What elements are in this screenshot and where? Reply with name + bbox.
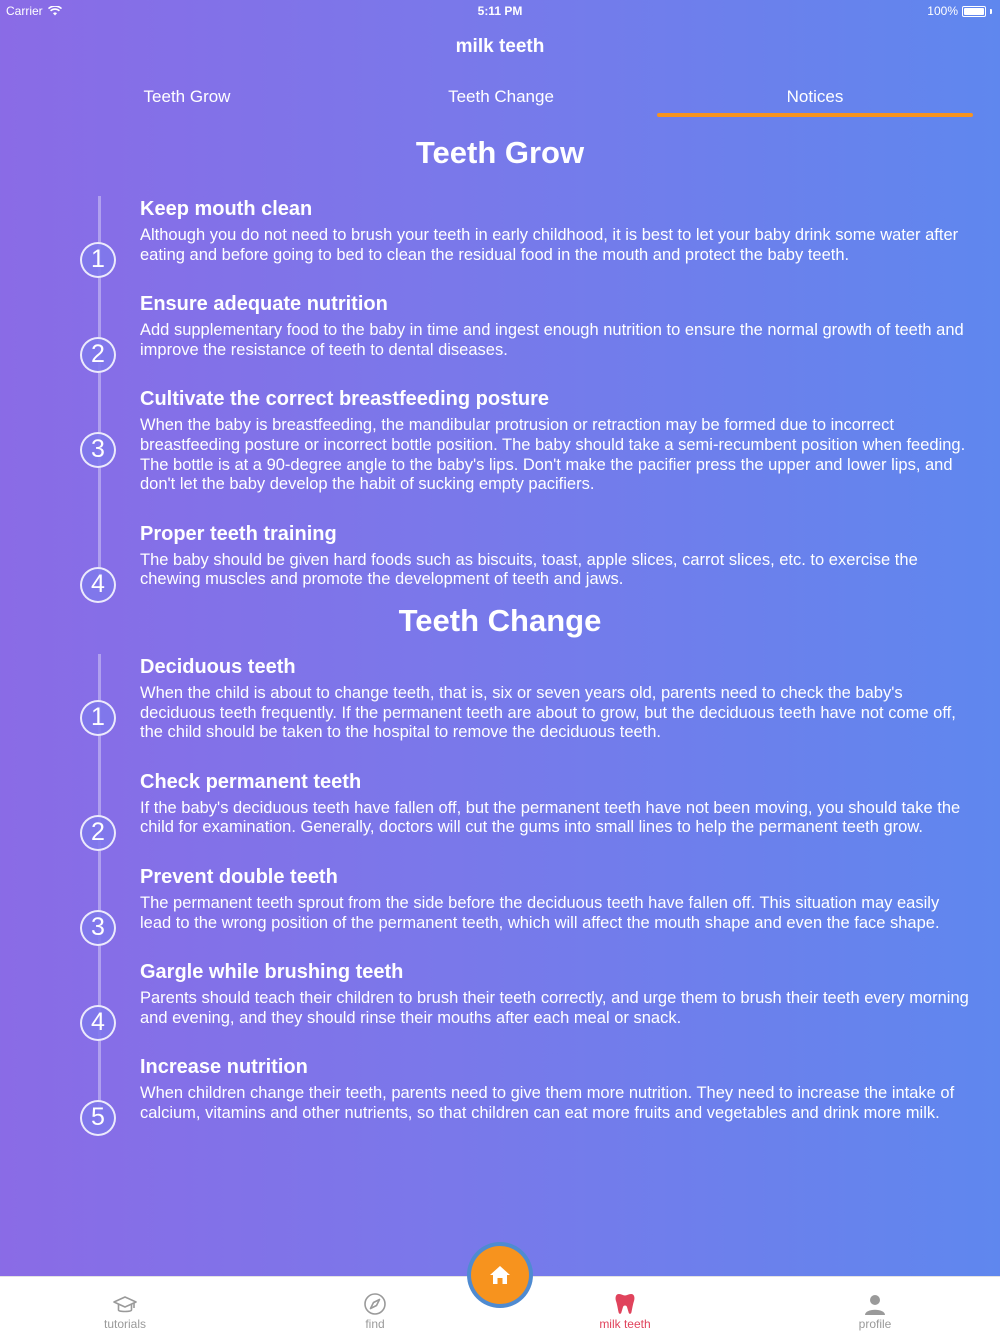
item-body: When children change their teeth, parents need to give them more nutrition. They need to increase the intake of calcium, vitamins and other nutrients, so that children can eat more fruits and vegetables and drink more milk.: [140, 1084, 955, 1122]
item-title: Cultivate the correct breastfeeding posture: [140, 388, 549, 411]
timeline-item: [0, 1054, 1000, 1132]
item-title: Prevent double teeth: [140, 865, 338, 888]
item-title: Proper teeth training: [140, 522, 337, 545]
section-title-teeth-change: Teeth Change: [398, 602, 602, 638]
timeline-teeth-change: [0, 654, 1000, 1132]
tabbar-item-tutorials[interactable]: [0, 1277, 250, 1335]
graduation-cap-icon: [113, 1294, 137, 1316]
item-body: The permanent teeth sprout from the side before the deciduous teeth have fallen off. This situation may easily lead to the wrong position of the permanent teeth, which will affect the mouth shape and even the face shape.: [140, 893, 940, 932]
battery-icon: [962, 6, 986, 17]
item-title: Keep mouth clean: [140, 198, 313, 220]
timeline-item: [0, 769, 1000, 846]
home-button[interactable]: [471, 1246, 529, 1304]
item-title: Check permanent teeth: [140, 770, 362, 793]
tab-teeth-grow[interactable]: Teeth Grow: [143, 87, 231, 106]
timeline-item: [0, 521, 1000, 598]
item-body: The baby should be given hard foods such as biscuits, toast, apple slices, carrot slices, etc. to exercise the chewing muscles and promote the development of teeth and jaws.: [140, 550, 918, 589]
item-body: Parents should teach their children to brush their teeth correctly, and urge them to brush their teeth every morning and evening, and they should rinse their mouths after each meal or snack.: [140, 989, 969, 1027]
tab-teeth-change[interactable]: Teeth Change: [448, 87, 554, 106]
step-number-badge: 2: [80, 337, 116, 373]
status-right: [927, 4, 992, 18]
tabbar-label: milk teeth: [599, 1317, 651, 1331]
status-time: 5:11 PM: [477, 4, 523, 18]
timeline-item: [0, 196, 1000, 273]
tabbar-item-milk-teeth[interactable]: [500, 1277, 750, 1335]
step-number-badge: 4: [80, 567, 116, 603]
timeline-teeth-grow: [0, 196, 1000, 598]
status-bar: [0, 0, 1000, 22]
item-body: When the child is about to change teeth, that is, six or seven years old, parents need to check the baby's deciduous teeth frequently. If the permanent teeth are about to grow, but the deciduous teeth have not come off, the child should be taken to the hospital to remove the deciduous teeth.: [140, 683, 956, 742]
tabbar-label: profile: [858, 1317, 892, 1331]
tab-notices[interactable]: Notices: [658, 84, 972, 118]
item-body: If the baby's deciduous teeth have fallen off, but the permanent teeth have not been moving, you should take the child for examination. Generally, doctors will cut the gums into small lines to help the permanent teeth grow.: [140, 798, 961, 837]
step-number-badge: 1: [80, 700, 116, 736]
item-body: When the baby is breastfeeding, the mandibular protrusion or retraction may be formed due to incorrect breastfeeding posture or incorrect bottle position. The baby should take a semi-recumbent position when feeding. The bottle is at a 90-degree angle to the baby's lips. Don't make the pacifier press the upper and lower lips, and don't let the baby develop the habit of sucking empty pacifiers.: [140, 416, 966, 494]
battery-percent: 100%: [927, 4, 958, 18]
page-title: milk teeth: [455, 36, 545, 57]
carrier-label: Carrier: [6, 4, 43, 18]
segment-tabs: [30, 84, 972, 118]
compass-icon: [363, 1292, 387, 1316]
step-number-badge: 3: [80, 910, 116, 946]
timeline-item: [0, 386, 1000, 494]
tabbar-label: find: [365, 1317, 385, 1331]
item-body: Although you do not need to brush your teeth in early childhood, it is best to let your baby drink some water after eating and before going to bed to clean the residual food in the mouth and protect the baby teeth.: [140, 226, 959, 264]
timeline-item: [0, 291, 1000, 369]
step-number-badge: 3: [80, 432, 116, 468]
step-number-badge: 4: [80, 1005, 116, 1041]
step-number-badge: 5: [80, 1100, 116, 1136]
section-title-teeth-grow: Teeth Grow: [415, 135, 585, 170]
tabbar-item-find[interactable]: [250, 1277, 500, 1335]
step-number-badge: 2: [80, 815, 116, 851]
tabbar-item-profile[interactable]: [750, 1277, 1000, 1335]
notices-content[interactable]: [0, 120, 1000, 1276]
battery-tip: [990, 9, 992, 14]
home-icon: [489, 1265, 511, 1285]
timeline-item: [0, 959, 1000, 1037]
item-title: Ensure adequate nutrition: [140, 293, 388, 316]
item-title: Increase nutrition: [140, 1056, 308, 1079]
tooth-icon: [613, 1292, 637, 1316]
step-number-badge: 1: [80, 242, 116, 278]
item-title: Deciduous teeth: [140, 655, 296, 678]
timeline-item: [0, 654, 1000, 743]
item-title: Gargle while brushing teeth: [140, 961, 404, 984]
item-body: Add supplementary food to the baby in time and ingest enough nutrition to ensure the normal growth of teeth and improve the resistance of teeth to dental diseases.: [140, 321, 964, 359]
tabbar-label: tutorials: [103, 1317, 147, 1331]
person-icon: [863, 1294, 887, 1316]
timeline-item: [0, 864, 1000, 941]
